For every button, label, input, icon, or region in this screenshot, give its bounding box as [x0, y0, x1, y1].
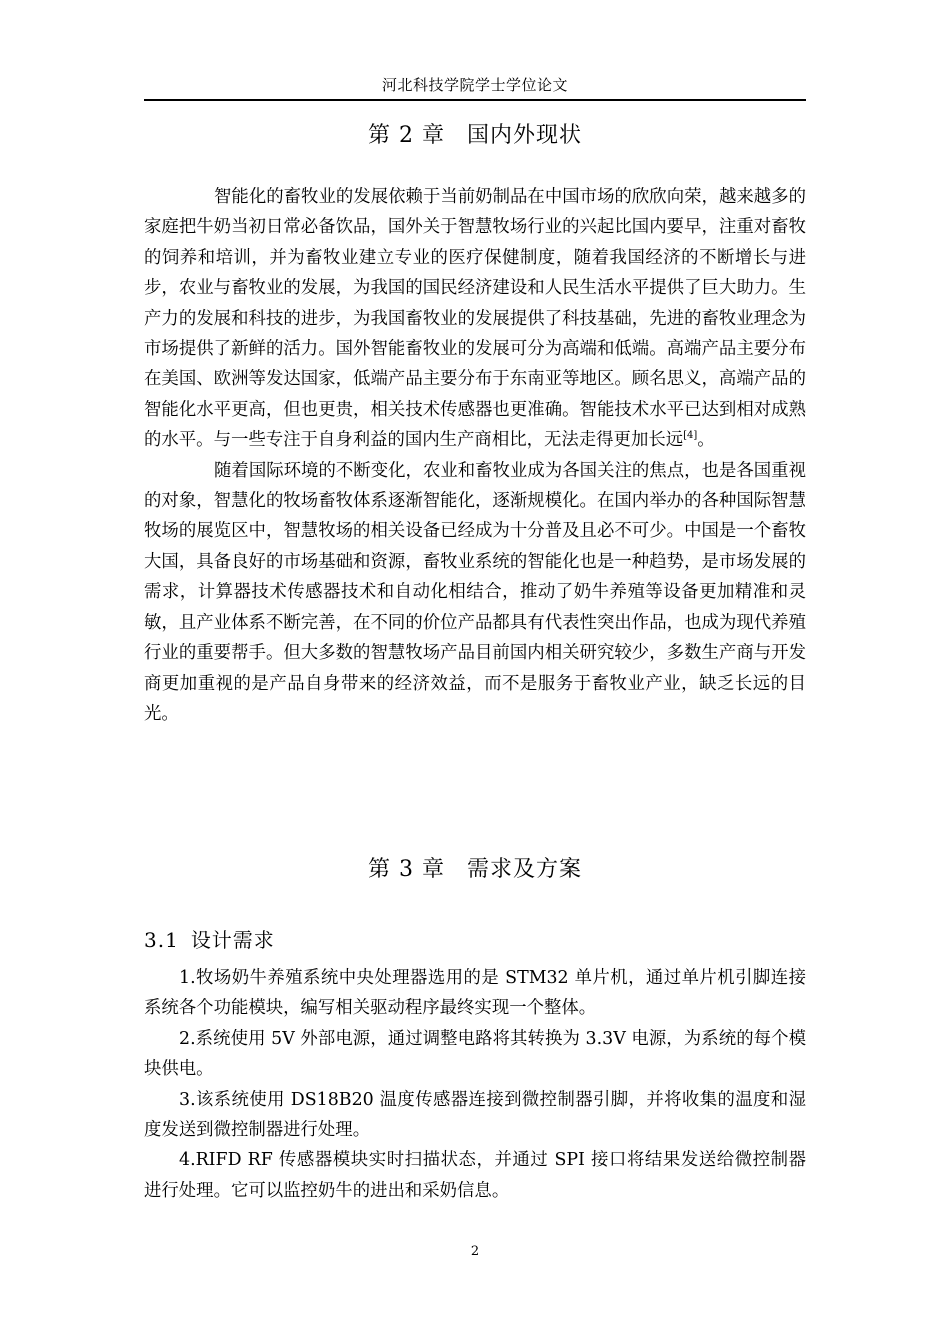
paragraph: 智能化的畜牧业的发展依赖于当前奶制品在中国市场的欣欣向荣，越来越多的家庭把牛奶当初日常必备饮品，国外关于智慧牧场行业的兴起比国内要早，注重对畜牧的饲养和培训，并为畜牧业建立专业的医疗保健制度，随着我国经济的不断增长与进步，农业与畜牧业的发展，为我国的国民经济建设和人民生活水平提供了巨大助力。生产力的发展和科技的进步，为我国畜牧业的发展提供了科技基础，先进的畜牧业理念为市场提供了新鲜的活力。国外智能畜牧业的发展可分为高端和低端。高端产品主要分布在美国、欧洲等发达国家，低端产品主要分布于东南亚等地区。顾名思义，高端产品的智能化水平更高，但也更贵，相关技术传感器也更准确。智能技术水平已达到相对成熟的水平。与一些专注于自身利益的国内生产商相比，无法走得更加长远[4]。 — [144, 187, 806, 451]
section-title: 设计需求 — [190, 928, 275, 952]
chapter-2-number: 第 2 章 — [368, 123, 445, 148]
chapter-2-title: 国内外现状 — [466, 123, 582, 148]
chapter-3-number: 第 3 章 — [368, 857, 445, 882]
list-item: 2.系统使用 5V 外部电源，通过调整电路将其转换为 3.3V 电源，为系统的每个模块供电。 — [144, 1028, 806, 1080]
chapter-2-heading — [144, 118, 806, 149]
section-heading — [144, 924, 275, 953]
list-item: 4.RIFD RF 传感器模块实时扫描状态，并通过 SPI 接口将结果发送给微控制器进行处理。它可以监控奶牛的进出和采奶信息。 — [144, 1150, 806, 1201]
page-number: 2 — [470, 1244, 480, 1259]
chapter-3-title: 需求及方案 — [466, 857, 582, 882]
chapter-3-heading — [144, 852, 806, 883]
requirements-list — [144, 963, 806, 1206]
citation-marker: [4] — [683, 430, 698, 442]
list-item: 3.该系统使用 DS18B20 温度传感器连接到微控制器引脚，并将收集的温度和湿度发送到微控制器进行处理。 — [144, 1089, 806, 1141]
section-number: 3.1 — [144, 928, 179, 952]
running-header: 河北科技学院学士学位论文 — [381, 76, 568, 94]
paragraph: 随着国际环境的不断变化，农业和畜牧业成为各国关注的焦点，也是各国重视的对象，智慧化的牧场畜牧体系逐渐智能化，逐渐规模化。在国内举办的各种国际智慧牧场的展览区中，智慧牧场的相关设备已经成为十分普及且必不可少。中国是一个畜牧大国，具备良好的市场基础和资源，畜牧业系统的智能化也是一种趋势，是市场发展的需求，计算器技术传感器技术和自动化相结合，推动了奶牛养殖等设备更加精准和灵敏，且产业体系不断完善，在不同的价位产品都具有代表性突出作品，也成为现代养殖行业的重要帮手。但大多数的智慧牧场产品目前国内相关研究较少，多数生产商与开发商更加重视的是产品自身带来的经济效益，而不是服务于畜牧业产业，缺乏长远的目光。 — [144, 460, 806, 724]
chapter-2-body — [144, 182, 806, 729]
list-item: 1.牧场奶牛养殖系统中央处理器选用的是 STM32 单片机，通过单片机引脚连接系统各个功能模块，编写相关驱动程序最终实现一个整体。 — [144, 968, 806, 1019]
header-rule — [144, 99, 806, 101]
